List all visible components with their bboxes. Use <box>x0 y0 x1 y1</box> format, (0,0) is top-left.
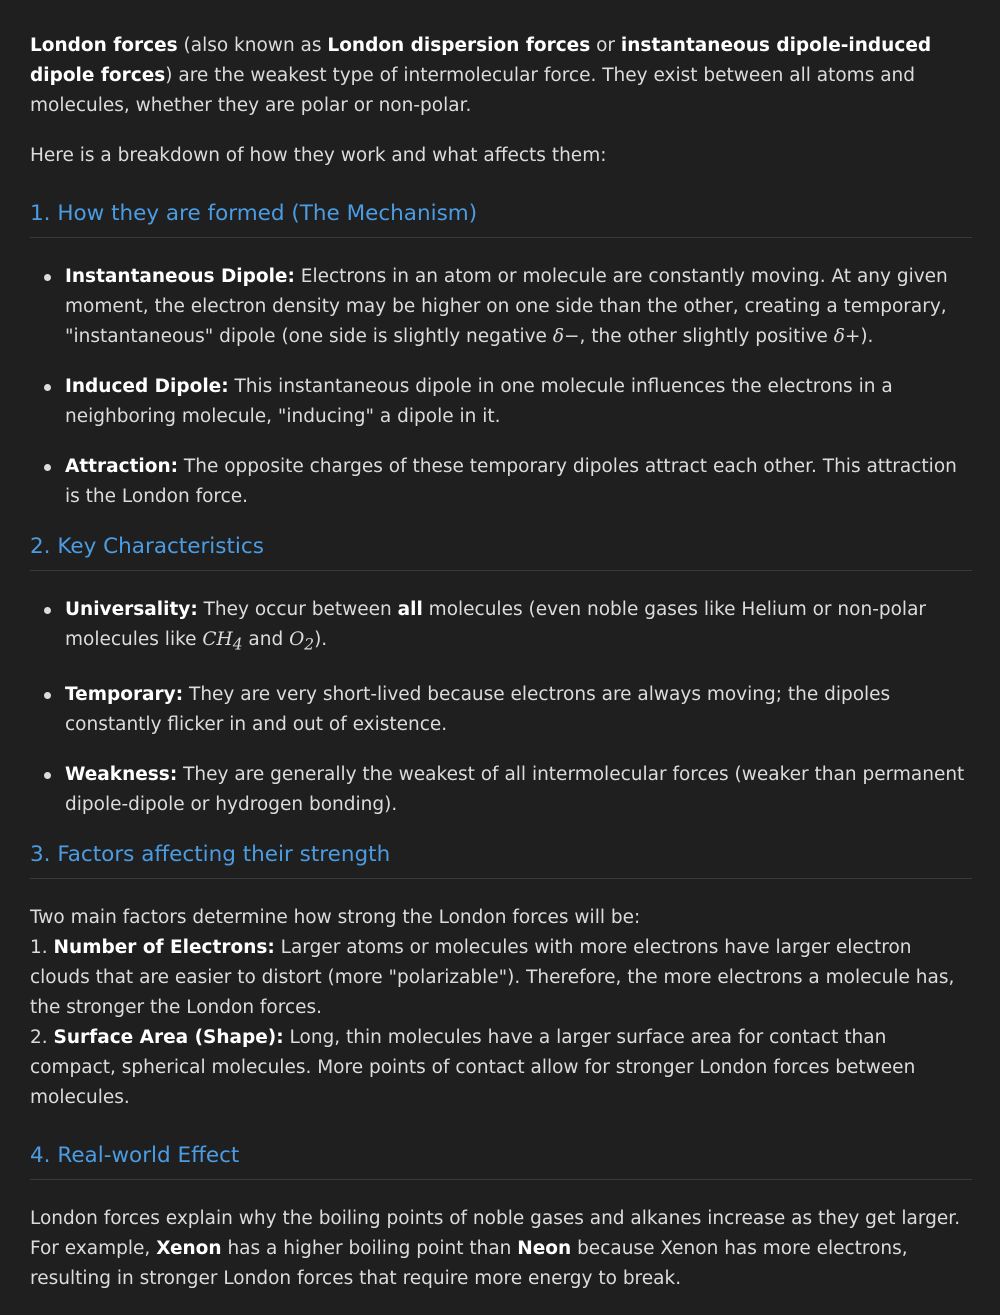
mechanism-list <box>30 262 972 512</box>
term-xenon: Xenon <box>156 1237 222 1259</box>
intro-paragraph: London forces (also known as London dispersion forces or instantaneous dipole-induced dipole forces) are the weakest type of intermolecular force. They exist between all atoms and molecules, whether they are polar or non-polar. <box>30 35 932 116</box>
factor-electrons: 1. Number of Electrons: Larger atoms or molecules with more electrons have larger electron clouds that are easier to distort (more "polarizable"). Therefore, the more electrons a molecule has, the stronger the London forces. <box>30 936 955 1018</box>
bullet-icon <box>44 464 51 471</box>
list-item: Temporary: They are very short-lived because electrons are always moving; the dipoles constantly flicker in and out of existence. <box>65 680 972 740</box>
list-item: Induced Dipole: This instantaneous dipole in one molecule influences the electrons in a neighboring molecule, "inducing" a dipole in it. <box>65 372 972 432</box>
math-delta-plus: δ+ <box>833 326 861 347</box>
section-heading-mechanism: 1. How they are formed (The Mechanism) <box>30 199 972 238</box>
factors-lead: Two main factors determine how strong the London forces will be: <box>30 906 641 928</box>
list-item: Weakness: They are generally the weakest of all intermolecular forces (weaker than permanent dipole-dipole or hydrogen bonding). <box>65 760 972 820</box>
bullet-icon <box>44 384 51 391</box>
term-neon: Neon <box>517 1237 572 1259</box>
factors-block <box>30 903 972 1113</box>
section-heading-real-world: 4. Real-world Effect <box>30 1141 972 1180</box>
real-world-block <box>30 1204 972 1294</box>
term-london-dispersion: London dispersion forces <box>327 35 591 56</box>
bullet-icon <box>44 692 51 699</box>
term-instantaneous-dipole: instantaneous dipole-induced dipole forces <box>30 35 932 86</box>
document-body <box>30 31 972 1294</box>
bullet-icon <box>44 274 51 281</box>
lead-paragraph: Here is a breakdown of how they work and what affects them: <box>30 145 607 166</box>
math-o2: $O_2$ <box>289 629 315 654</box>
characteristics-list <box>30 595 972 820</box>
list-item: Instantaneous Dipole: Electrons in an atom or molecule are constantly moving. At any given moment, the electron density may be higher on one side than the other, creating a temporary, "instantaneous" dipole (one side is slightly negative δ−, the other slightly positive δ+). <box>65 262 972 352</box>
factor-surface-area: 2. Surface Area (Shape): Long, thin molecules have a larger surface area for contact than compact, spherical molecules. More points of contact allow for stronger London forces between molecules. <box>30 1026 916 1108</box>
bullet-icon <box>44 772 51 779</box>
real-world-paragraph: London forces explain why the boiling points of noble gases and alkanes increase as they get larger. For example, Xenon has a higher boiling point than Neon because Xenon has more electrons, resulting in stronger London forces that require more energy to break. <box>30 1207 961 1289</box>
math-ch4: $CH_4$ <box>202 629 243 654</box>
term-london-forces: London forces <box>30 35 178 56</box>
list-item: Universality: They occur between all molecules (even noble gases like Helium or non-polar molecules like $CH_4$ and $O_2$). <box>65 595 972 660</box>
list-item: Attraction: The opposite charges of these temporary dipoles attract each other. This attraction is the London force. <box>65 452 972 512</box>
math-delta-minus: δ− <box>552 326 580 347</box>
section-heading-factors: 3. Factors affecting their strength <box>30 840 972 879</box>
section-heading-characteristics: 2. Key Characteristics <box>30 532 972 571</box>
bullet-icon <box>44 607 51 614</box>
